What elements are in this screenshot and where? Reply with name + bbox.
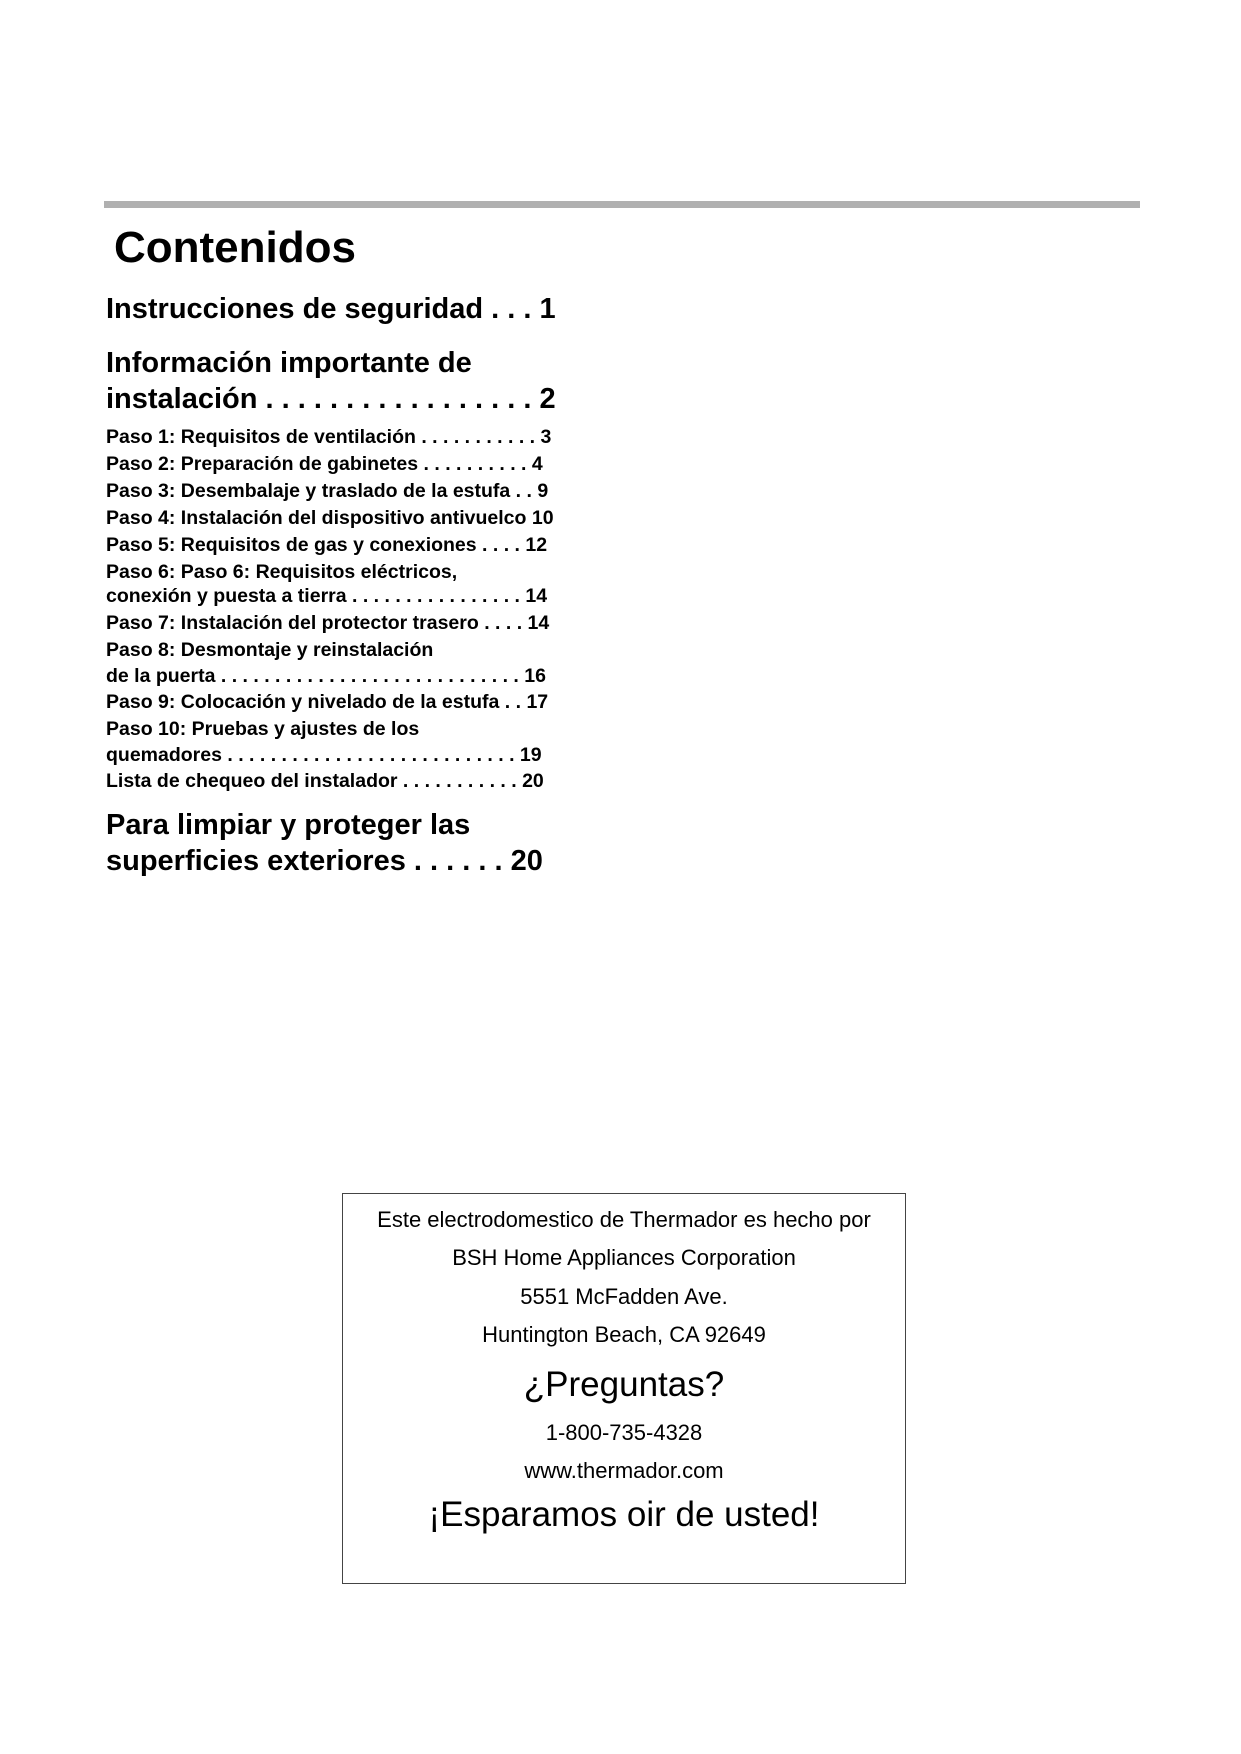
toc-installer-checklist[interactable]: Lista de chequeo del instalador . . . . . . . . . . . 20 — [106, 770, 544, 792]
page-title: Contenidos — [114, 223, 356, 272]
toc-step-3[interactable]: Paso 3: Desembalaje y traslado de la estufa . . 9 — [106, 480, 549, 502]
toc-step-6-line1[interactable]: Paso 6: Paso 6: Requisitos eléctricos, — [106, 561, 458, 583]
toc-step-5[interactable]: Paso 5: Requisitos de gas y conexiones . . . . 12 — [106, 534, 548, 556]
toc-step-10-line1[interactable]: Paso 10: Pruebas y ajustes de los — [106, 718, 420, 740]
toc-entry-cleaning-line2[interactable]: superficies exteriores . . . . . . 20 — [106, 845, 543, 877]
manufacturer-statement: Este electrodomestico de Thermador es hecho por — [377, 1207, 871, 1232]
company-name: BSH Home Appliances Corporation — [452, 1245, 796, 1270]
phone-number[interactable]: 1-800-735-4328 — [545, 1420, 703, 1445]
toc-step-9[interactable]: Paso 9: Colocación y nivelado de la estufa . . 17 — [106, 691, 549, 713]
toc-step-10-line2[interactable]: quemadores . . . . . . . . . . . . . . . . . . . . . . . . . . . 19 — [106, 744, 542, 766]
toc-step-4[interactable]: Paso 4: Instalación del dispositivo antivuelco 10 — [106, 507, 554, 529]
toc-step-2[interactable]: Paso 2: Preparación de gabinetes . . . . . . . . . . 4 — [106, 453, 543, 475]
toc-step-6-line2[interactable]: conexión y puesta a tierra . . . . . . . . . . . . . . . . 14 — [106, 585, 548, 607]
contact-info-box — [342, 1193, 906, 1584]
city-address: Huntington Beach, CA 92649 — [482, 1322, 766, 1347]
website-link[interactable]: www.thermador.com — [524, 1458, 724, 1483]
street-address: 5551 McFadden Ave. — [520, 1284, 728, 1309]
questions-heading: ¿Preguntas? — [523, 1365, 725, 1404]
closing-message: ¡Esparamos oir de usted! — [428, 1495, 820, 1534]
toc-entry-cleaning-line1[interactable]: Para limpiar y proteger las — [106, 809, 471, 841]
toc-step-1[interactable]: Paso 1: Requisitos de ventilación . . . . . . . . . . . 3 — [106, 426, 552, 448]
toc-entry-installation-line2[interactable]: instalación . . . . . . . . . . . . . . . . . 2 — [106, 383, 556, 415]
top-divider — [104, 201, 1140, 208]
toc-step-7[interactable]: Paso 7: Instalación del protector trasero . . . . 14 — [106, 612, 550, 634]
toc-step-8-line2[interactable]: de la puerta . . . . . . . . . . . . . . . . . . . . . . . . . . . . 16 — [106, 665, 546, 687]
toc-step-8-line1[interactable]: Paso 8: Desmontaje y reinstalación — [106, 639, 434, 661]
toc-entry-installation-line1[interactable]: Información importante de — [106, 347, 472, 379]
toc-entry-safety[interactable]: Instrucciones de seguridad . . . 1 — [106, 293, 556, 325]
